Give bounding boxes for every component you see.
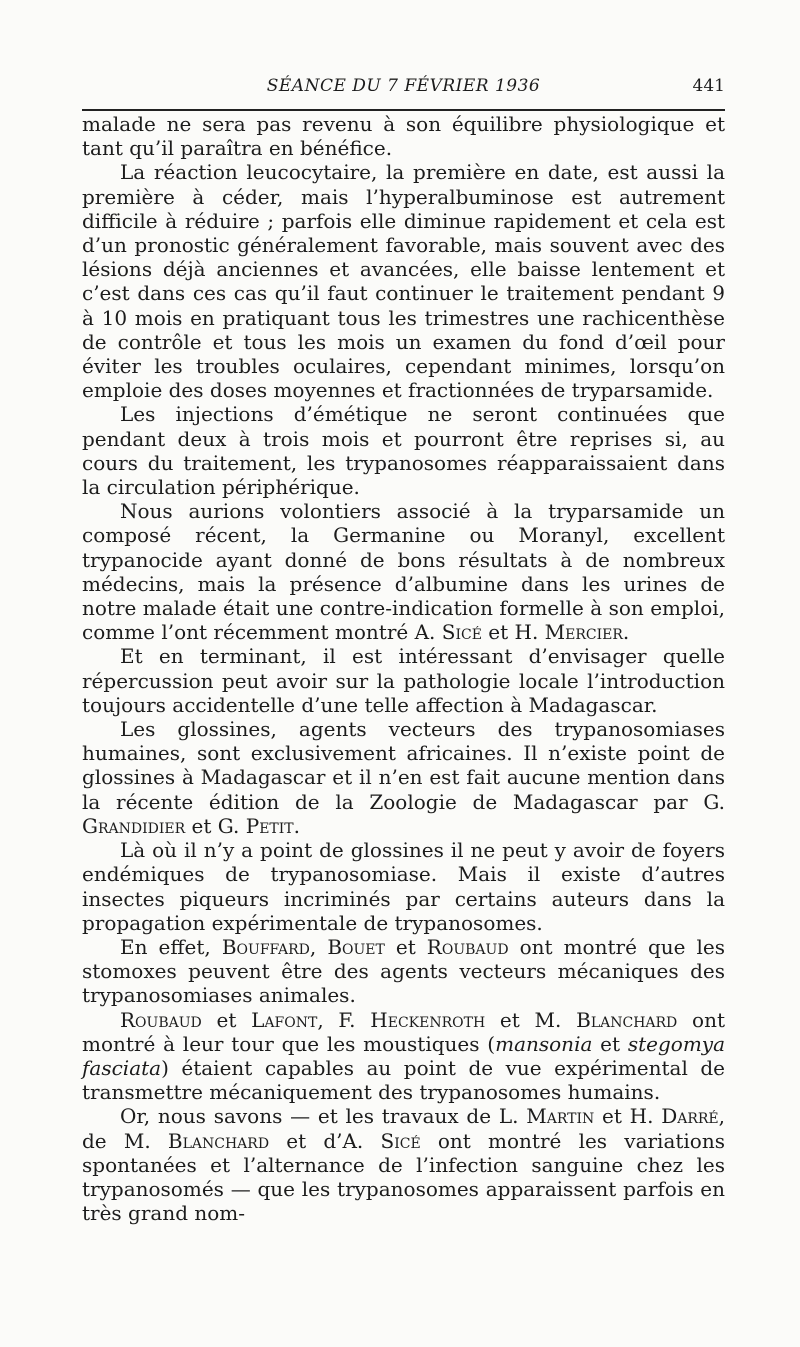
text-run: Nous aurions volontiers associé à la tryparsamide un composé récent, la Germanine ou Moranyl, excellent trypanocide ayant donné de bons résultats à de nombreux médecins, mais la présence d’albumine dans les urines de notre malade était une contre-indication formelle à son emploi, comme l’ont récemment montré A. [82, 499, 725, 645]
page-number: 441 [692, 76, 725, 96]
paragraph-1: malade ne sera pas revenu à son équilibre physiologique et tant qu’il paraîtra en bénéfice. [82, 112, 725, 161]
author-name: Heckenroth [370, 1007, 486, 1032]
running-title: SÉANCE DU 7 FÉVRIER 1936 [266, 76, 541, 96]
author-name: Bouffard [221, 934, 310, 959]
text-run: ont montré à leur tour que les moustiques ( [82, 1007, 725, 1056]
author-name: Roubaud [426, 934, 509, 959]
species-name: mansonia [495, 1031, 593, 1056]
author-name: Mercier [544, 620, 623, 645]
text-run: , [309, 934, 328, 959]
paragraph-5: Et en terminant, il est intéressant d’envisager quelle répercussion peut avoir sur la pathologie locale l’introduction toujours accidentelle d’une telle affection à Madagascar. [82, 644, 725, 717]
text-run: et H. [594, 1104, 662, 1129]
text-run: . [622, 620, 630, 645]
paragraph-7: Là où il n’y a point de glossines il ne peut y avoir de foyers endémiques de trypanosomiase. Mais il existe d’autres insectes piqueurs incriminés par certains auteurs dans la propagation expérimentale de trypanosomes. [82, 838, 725, 935]
paragraph-4 [82, 499, 725, 644]
text-run: et M. [485, 1007, 577, 1032]
text-run: et G. [185, 813, 246, 838]
author-name: Sicé [441, 620, 482, 645]
author-name: Blanchard [167, 1128, 270, 1153]
species-name: stegomya fasciata [82, 1031, 726, 1080]
paragraph-2: La réaction leucocytaire, la première en date, est aussi la première à céder, mais l’hyperalbuminose est autrement difficile à réduire ; parfois elle diminue rapidement et cela est d’un pronostic généralement favorable, mais souvent avec des lésions déjà anciennes et avancées, elle baisse lentement et c’est dans ces cas qu’il faut continuer le traitement pendant 9 à 10 mois en pratiquant tous les trimestres une rachicenthèse de contrôle et tous les mois un examen du fond d’œil pour éviter les troubles oculaires, cependant minimes, lorsqu’on emploie des doses moyennes et fractionnées de tryparsamide. [82, 160, 725, 403]
text-run: et [384, 934, 427, 959]
header-rule [82, 109, 725, 111]
text-run: et [201, 1007, 252, 1032]
author-name: Grandidier [82, 813, 186, 838]
author-name: Sicé [380, 1128, 421, 1153]
paragraph-9 [82, 1008, 725, 1105]
author-name: Darré [661, 1104, 719, 1129]
text-run: , F. [317, 1007, 371, 1032]
text-run: , de M. [82, 1104, 726, 1153]
author-name: Petit [245, 813, 294, 838]
author-name: Martin [526, 1104, 595, 1129]
text-run: En effet, [120, 934, 222, 959]
text-run: Or, nous savons — et les travaux de L. [120, 1104, 527, 1129]
text-run: et H. [481, 620, 545, 645]
text-run: . [293, 813, 300, 838]
author-name: Bouet [327, 934, 385, 959]
paragraph-3: Les injections d’émétique ne seront continuées que pendant deux à trois mois et pourront être reprises si, au cours du traitement, les trypanosomes réapparaissaient dans la circulation périphérique. [82, 402, 725, 500]
paragraph-8 [82, 935, 725, 1008]
text-run: Les glossines, agents vecteurs des trypanosomiases humaines, sont exclusivement africaines. Il n’existe point de glossines à Madagascar et il n’en est fait aucune mention dans la récente édition de la Zoologie de Madagascar par G. [82, 717, 725, 814]
text-run: et [592, 1031, 628, 1056]
paragraph-10 [82, 1104, 725, 1225]
body-text [82, 112, 725, 1225]
paragraph-6 [82, 717, 725, 838]
text-run: ont montré que les stomoxes peuvent être des agents vecteurs mécaniques des trypanosomiases animales. [82, 934, 726, 1008]
text-run: et d’A. [269, 1128, 381, 1153]
author-name: Blanchard [576, 1007, 678, 1032]
author-name: Lafont [251, 1007, 318, 1032]
page-header [82, 76, 725, 100]
text-run: ) étaient capables au point de vue expérimental de transmettre mécaniquement des trypanosomes humains. [82, 1055, 725, 1105]
author-name: Roubaud [120, 1007, 202, 1032]
text-run: ont montré les variations spontanées et l’alternance de l’infection sanguine chez les trypanosomés — que les trypanosomes apparaissent parfois en très grand nom- [82, 1128, 725, 1226]
